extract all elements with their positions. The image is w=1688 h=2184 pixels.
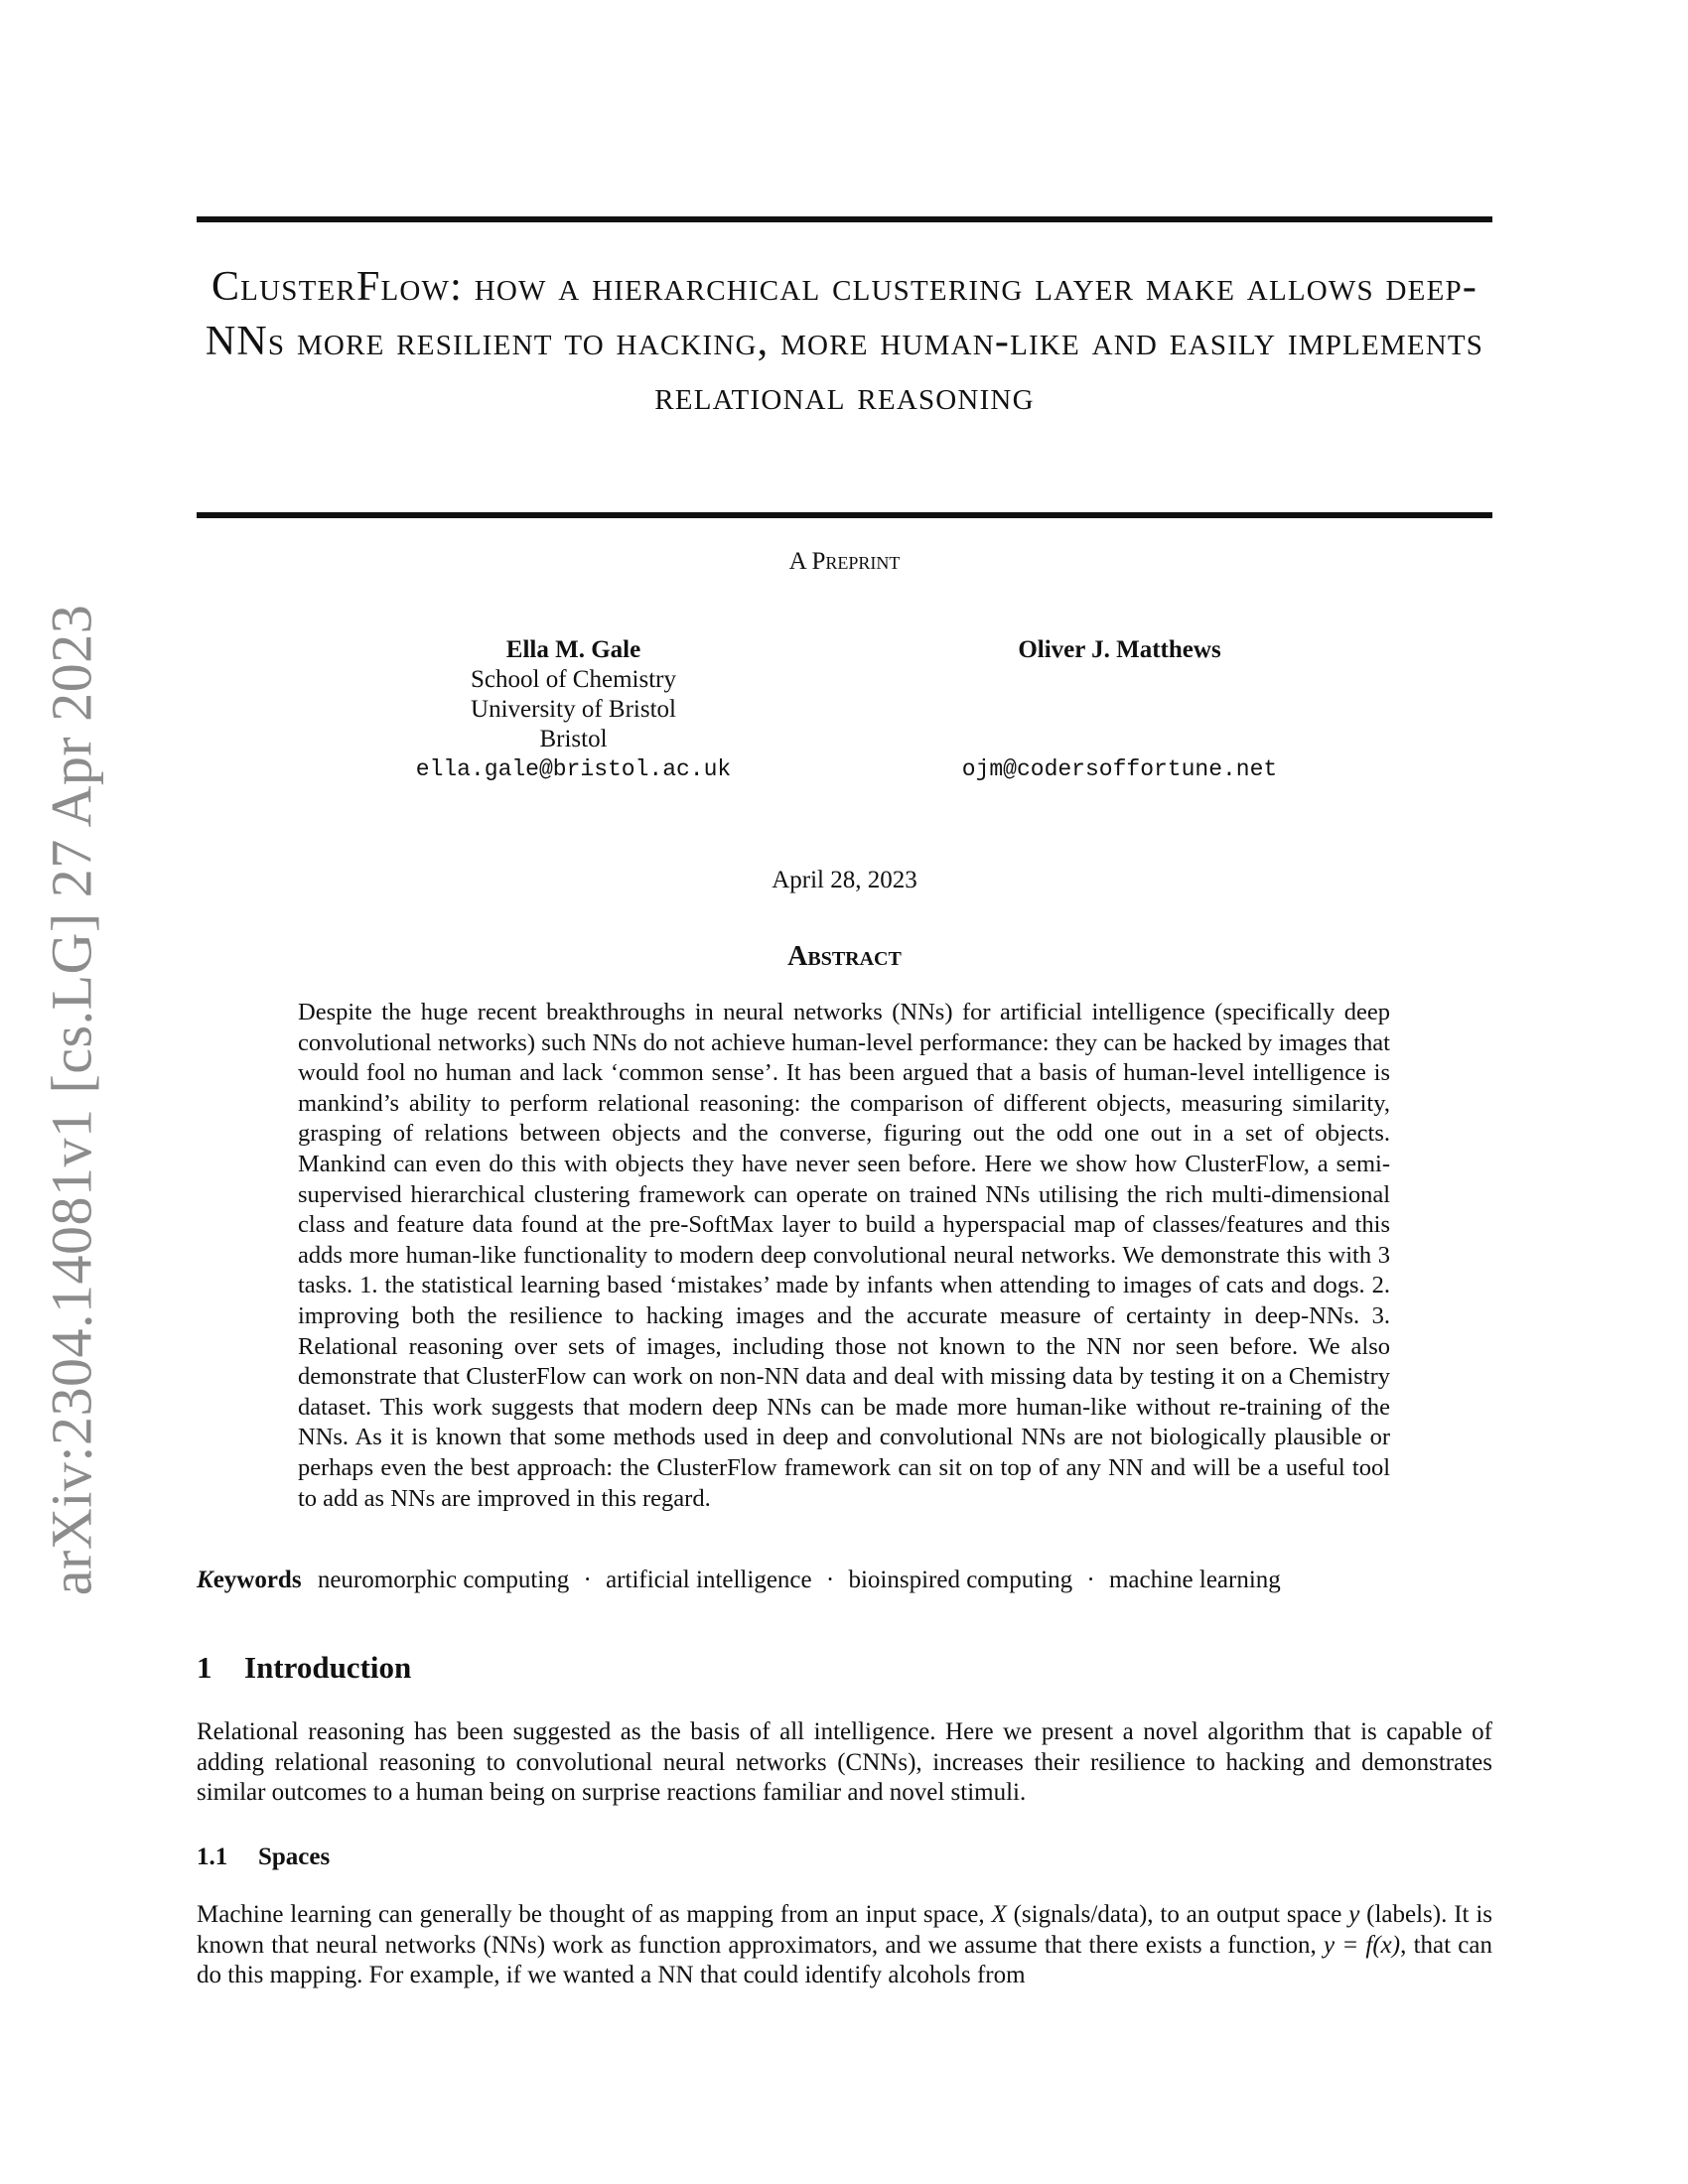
author-affiliation: Bristol xyxy=(539,726,608,752)
keyword-item: neuromorphic computing xyxy=(317,1567,570,1593)
author-name: Ella M. Gale xyxy=(505,636,641,663)
paper-date: April 28, 2023 xyxy=(772,867,917,893)
section-title: Introduction xyxy=(244,1650,412,1685)
keyword-item: bioinspired computing xyxy=(848,1567,1073,1593)
keyword-separator: · xyxy=(1086,1567,1095,1593)
author-affiliation: University of Bristol xyxy=(471,696,676,723)
paper-title: ClusterFlow: how a hierarchical clustering layer make allows deep-NNs more resilient to hacking, more human-like and easily implements relational reasoning xyxy=(205,264,1484,419)
subsection-heading-spaces xyxy=(197,1843,1492,1871)
author-name: Oliver J. Matthews xyxy=(1018,636,1221,663)
spaces-paragraph: Machine learning can generally be thought of as mapping from an input space, X (signals/data), to an output space y (labels). It is known that neural networks (NNs) work as function approximators, and we assume that there exists a function, y = f(x), that can do this mapping. For example, if we wanted a NN that could identify alcohols from xyxy=(197,1901,1492,1988)
author-affiliation: School of Chemistry xyxy=(471,666,676,693)
abstract-heading: Abstract xyxy=(787,941,902,972)
author-block-2 xyxy=(943,635,1296,784)
keyword-item: artificial intelligence xyxy=(606,1567,812,1593)
preprint-label: A Preprint xyxy=(788,548,901,575)
title-rule-bottom xyxy=(197,512,1492,518)
arxiv-stamp[interactable]: arXiv:2304.14081v1 [cs.LG] 27 Apr 2023 xyxy=(39,604,104,1596)
keyword-separator: · xyxy=(583,1567,592,1593)
abstract-text: Despite the huge recent breakthroughs in neural networks (NNs) for artificial intelligence (specifically deep convolutional networks) such NNs do not achieve human-level performance: they can be hacked by images that would fool no human and lack ‘common sense’. It has been argued that a basis of human-level intelligence is mankind’s ability to perform relational reasoning: the comparison of different objects, measuring similarity, grasping of relations between objects and the converse, figuring out the odd one out in a set of objects. Mankind can even do this with objects they have never seen before. Here we show how ClusterFlow, a semi-supervised hierarchical clustering framework can operate on trained NNs utilising the rich multi-dimensional class and feature data found at the pre-SoftMax layer to build a hyperspacial map of classes/features and this adds more human-like functionality to modern deep convolutional neural networks. We demonstrate this with 3 tasks. 1. the statistical learning based ‘mistakes’ made by infants when attending to images of cats and dogs. 2. improving both the resilience to hacking images and the accurate measure of certainty in deep-NNs. 3. Relational reasoning over sets of images, including those not known to the NN nor seen before. We also demonstrate that ClusterFlow can work on non-NN data and deal with missing data by testing it on a Chemistry dataset. This work suggests that modern deep NNs can be made more human-like without re-training of the NNs. As it is known that some methods used in deep and convolutional NNs are not biologically plausible or perhaps even the best approach: the ClusterFlow framework can sit on top of any NN and will be a useful tool to add as NNs are improved in this regard. xyxy=(298,999,1390,1512)
author-email[interactable]: ella.gale@bristol.ac.uk xyxy=(415,756,732,782)
keyword-item: machine learning xyxy=(1108,1567,1281,1593)
keyword-separator: · xyxy=(825,1567,835,1593)
keywords-label: Keywords xyxy=(197,1567,302,1593)
math-expression: y = f(x) xyxy=(1324,1931,1401,1959)
author-email[interactable]: ojm@codersoffortune.net xyxy=(961,756,1278,782)
author-block-1 xyxy=(397,635,750,784)
title-rule-top xyxy=(197,216,1492,222)
subsection-number: 1.1 xyxy=(197,1843,228,1870)
section-number: 1 xyxy=(197,1650,212,1685)
introduction-paragraph: Relational reasoning has been suggested as the basis of all intelligence. Here we present a novel algorithm that is capable of adding relational reasoning to convolutional neural networks (CNNs), increases their resilience to hacking and demonstrates similar outcomes to a human being on surprise reactions familiar and novel stimuli. xyxy=(197,1718,1492,1806)
subsection-title: Spaces xyxy=(258,1843,331,1870)
keywords-line xyxy=(197,1566,1492,1595)
math-symbol: X xyxy=(991,1901,1007,1928)
section-heading-introduction xyxy=(197,1650,1492,1686)
math-symbol: y xyxy=(1348,1901,1360,1928)
